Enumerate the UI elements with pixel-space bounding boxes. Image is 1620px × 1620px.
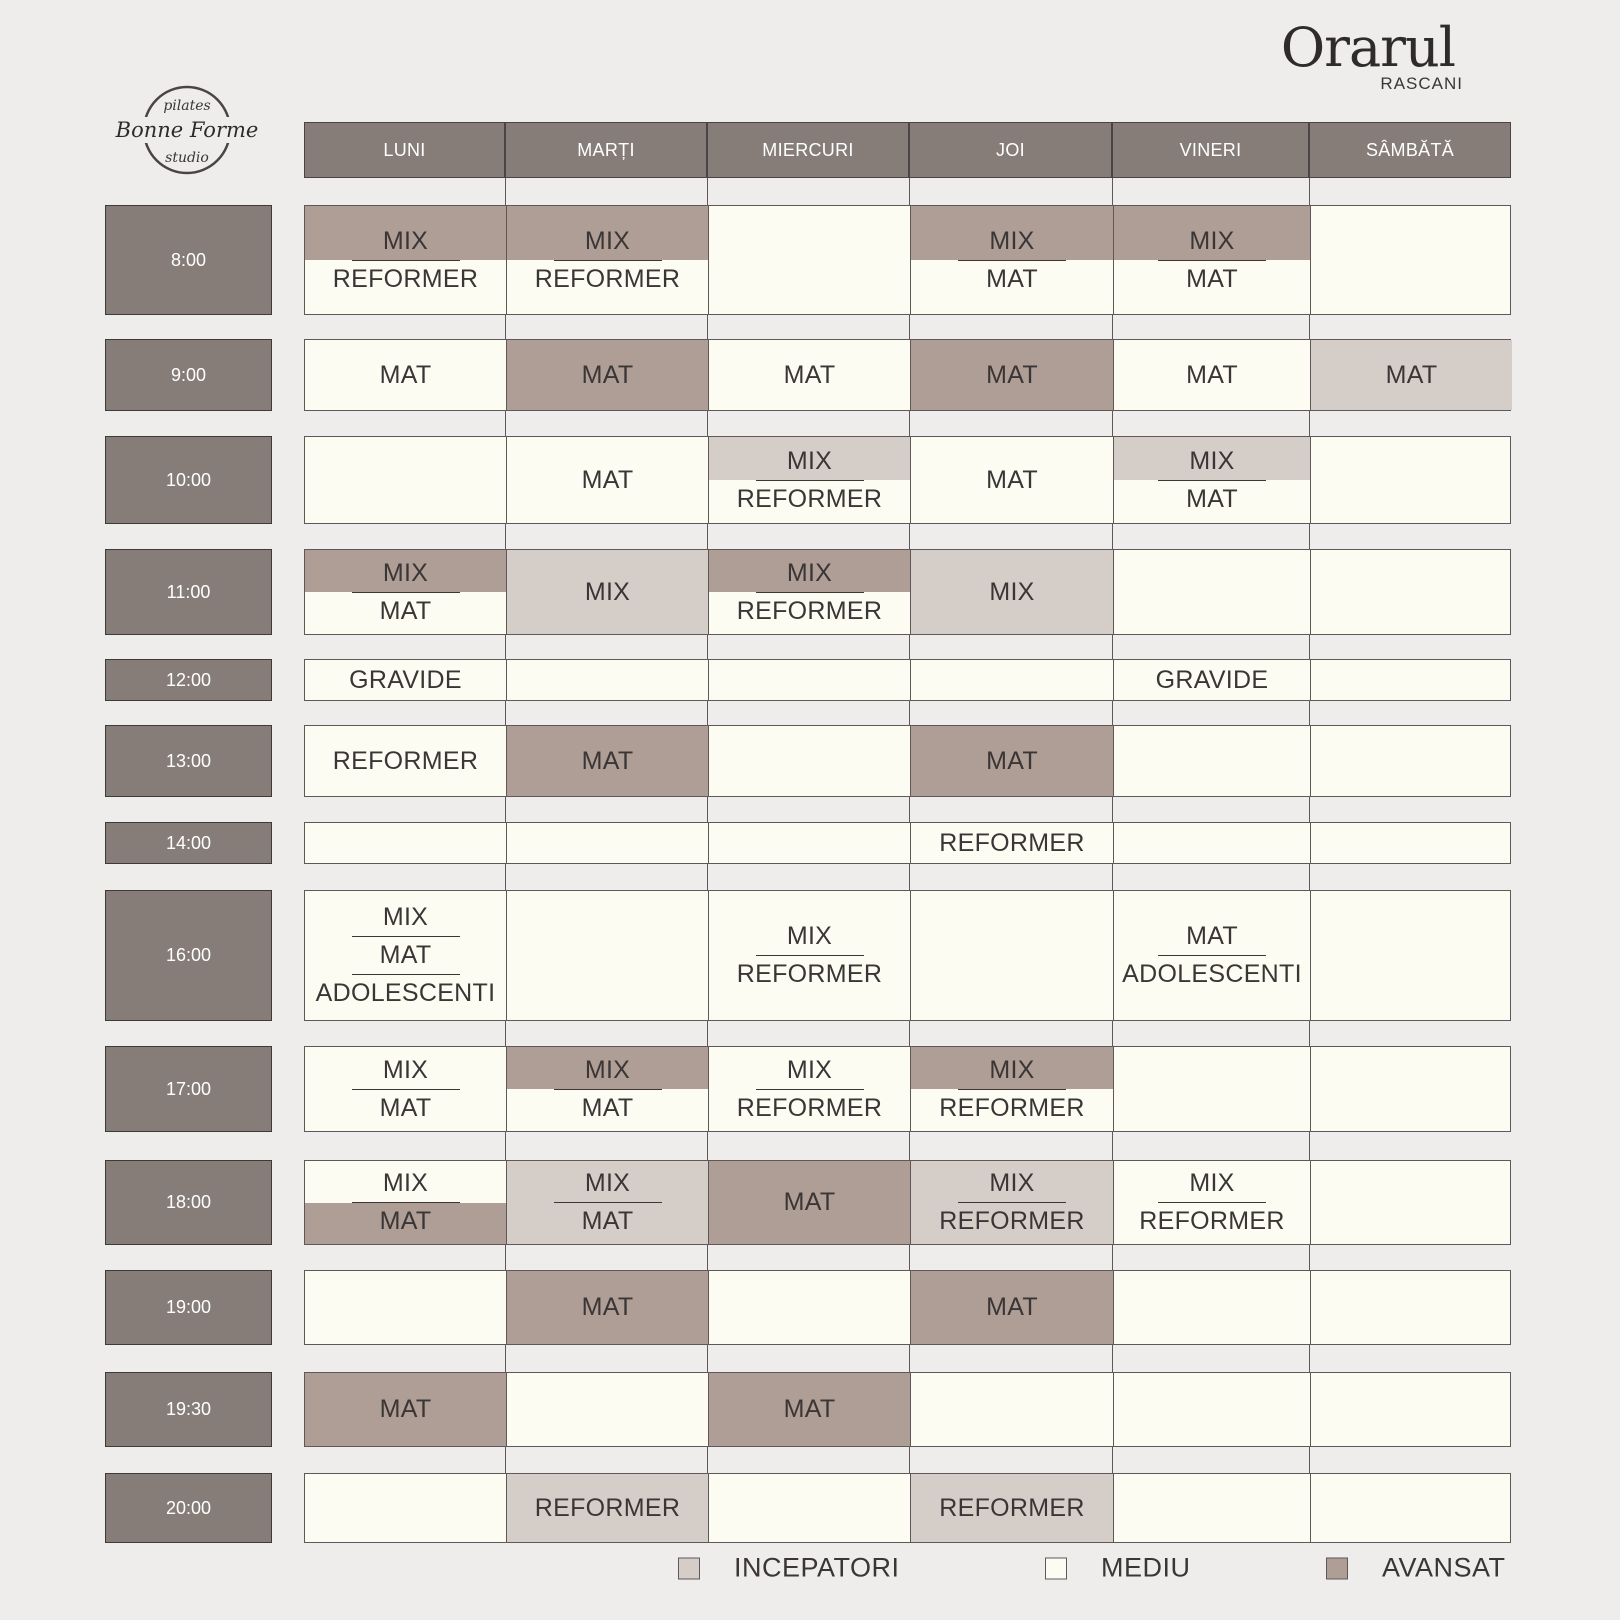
class-cell-luni[interactable]: [305, 340, 506, 410]
class-cell-miercuri[interactable]: [708, 340, 910, 410]
class-name: MIX: [584, 1169, 631, 1197]
class-name: MAT: [1186, 484, 1238, 513]
schedule-row: [304, 549, 1511, 635]
grid-connector-line: [909, 635, 910, 659]
class-labels: [911, 437, 1113, 523]
grid-connector-line: [707, 701, 708, 725]
grid-connector-line: [505, 1245, 506, 1270]
schedule-row: [304, 1046, 1511, 1132]
class-name: MAT: [379, 1395, 432, 1423]
class-labels: [507, 1161, 708, 1244]
class-cell-sâmbătă: [1310, 1373, 1512, 1446]
class-labels: [305, 550, 506, 634]
grid-connector-line: [1112, 315, 1113, 339]
class-name: MAT: [581, 1093, 634, 1122]
class-cell-marți[interactable]: [506, 206, 708, 314]
grid-connector-line: [505, 1132, 506, 1160]
class-name: MIX: [786, 558, 833, 587]
class-labels: [911, 726, 1113, 796]
class-cell-miercuri[interactable]: [708, 891, 910, 1020]
class-name: MAT: [986, 1293, 1038, 1321]
legend-item-inc: [678, 1553, 900, 1584]
grid-connector-line: [1112, 1245, 1113, 1270]
schedule-row: [304, 890, 1511, 1021]
class-cell-vineri[interactable]: [1113, 437, 1310, 523]
class-cell-sâmbătă: [1310, 1474, 1512, 1542]
class-labels: [1114, 891, 1310, 1020]
schedule-row: [304, 1270, 1511, 1345]
grid-connector-line: [1112, 701, 1113, 725]
class-name: MIX: [382, 558, 429, 587]
time-slot-label: 10:00: [105, 436, 272, 524]
grid-connector-line: [505, 1345, 506, 1372]
class-cell-joi[interactable]: [910, 206, 1113, 314]
time-slot-label: 16:00: [105, 890, 272, 1021]
class-cell-sâmbătă: [1310, 726, 1512, 796]
class-labels: [1114, 206, 1310, 314]
class-name: REFORMER: [939, 828, 1085, 857]
class-cell-luni: [305, 823, 506, 863]
time-slot-label: 14:00: [105, 822, 272, 864]
grid-connector-line: [707, 635, 708, 659]
class-name: MIX: [989, 1169, 1035, 1197]
class-name: MIX: [1189, 446, 1235, 475]
grid-connector-line: [707, 797, 708, 822]
class-cell-miercuri[interactable]: [708, 1047, 910, 1131]
class-cell-luni[interactable]: [305, 206, 506, 314]
class-labels: [911, 1161, 1113, 1244]
grid-connector-line: [505, 701, 506, 725]
grid-connector-line: [1112, 411, 1113, 436]
class-cell-miercuri[interactable]: [708, 437, 910, 523]
grid-connector-line: [909, 1245, 910, 1270]
class-name: GRAVIDE: [1155, 665, 1269, 694]
legend-item-med: [1045, 1553, 1191, 1584]
grid-connector-line: [1309, 864, 1310, 890]
class-cell-sâmbătă: [1310, 206, 1512, 314]
class-cell-vineri[interactable]: [1113, 340, 1310, 410]
class-name: GRAVIDE: [349, 665, 462, 694]
class-cell-vineri[interactable]: [1113, 206, 1310, 314]
class-cell-sâmbătă: [1310, 1161, 1512, 1244]
logo-main-text: Bonne Forme: [115, 118, 259, 142]
class-name: MAT: [783, 1395, 836, 1423]
class-cell-marți: [506, 823, 708, 863]
grid-connector-line: [505, 178, 506, 205]
class-labels: [911, 1047, 1113, 1131]
class-cell-miercuri[interactable]: [708, 550, 910, 634]
class-labels: [911, 1271, 1113, 1344]
class-labels: [709, 340, 910, 410]
class-labels: [305, 891, 506, 1020]
grid-connector-line: [505, 411, 506, 436]
class-name: MAT: [379, 596, 432, 625]
grid-connector-line: [909, 1345, 910, 1372]
class-name: MIX: [382, 1055, 429, 1084]
class-labels: [305, 1161, 506, 1244]
class-cell-marți[interactable]: [506, 1047, 708, 1131]
grid-connector-line: [909, 178, 910, 205]
class-name: REFORMER: [534, 264, 681, 293]
logo-bottom-text: studio: [165, 150, 209, 166]
class-cell-luni[interactable]: [305, 550, 506, 634]
time-slot-label: 18:00: [105, 1160, 272, 1245]
class-name: MAT: [379, 360, 432, 389]
class-labels: [507, 550, 708, 634]
class-labels: [507, 437, 708, 523]
class-cell-luni[interactable]: [305, 660, 506, 700]
class-labels: [911, 1474, 1113, 1542]
class-labels: [305, 1373, 506, 1446]
class-cell-luni: [305, 1271, 506, 1344]
class-cell-marți[interactable]: [506, 550, 708, 634]
class-cell-joi[interactable]: [910, 1474, 1113, 1542]
grid-connector-line: [1112, 864, 1113, 890]
class-cell-vineri[interactable]: [1113, 891, 1310, 1020]
grid-connector-line: [909, 1132, 910, 1160]
class-labels: [305, 206, 506, 314]
class-name: MAT: [1385, 360, 1438, 389]
class-labels: [1114, 660, 1310, 700]
grid-connector-line: [505, 635, 506, 659]
grid-connector-line: [1112, 1447, 1113, 1473]
class-labels: [305, 340, 506, 410]
grid-connector-line: [707, 178, 708, 205]
time-slot-label: 13:00: [105, 725, 272, 797]
class-cell-luni[interactable]: [305, 891, 506, 1020]
class-name: REFORMER: [332, 746, 479, 775]
grid-connector-line: [707, 524, 708, 549]
class-labels: [507, 1474, 708, 1542]
schedule-row: [304, 1473, 1511, 1543]
grid-connector-line: [909, 524, 910, 549]
day-header-5: VINERI: [1112, 122, 1309, 178]
class-name: REFORMER: [534, 1493, 681, 1522]
studio-logo: [103, 84, 273, 176]
class-labels: [305, 660, 506, 700]
class-labels: [709, 550, 910, 634]
class-labels: [305, 726, 506, 796]
class-name: MIX: [989, 226, 1035, 255]
class-labels: [1114, 437, 1310, 523]
class-labels: [1311, 340, 1512, 410]
class-cell-sâmbătă: [1310, 1271, 1512, 1344]
schedule-row: [304, 1160, 1511, 1245]
class-cell-marți[interactable]: [506, 340, 708, 410]
class-labels: [709, 1047, 910, 1131]
class-name: MIX: [584, 577, 631, 606]
class-cell-vineri: [1113, 1271, 1310, 1344]
class-name: MIX: [584, 1055, 631, 1084]
grid-connector-line: [505, 315, 506, 339]
grid-connector-line: [909, 797, 910, 822]
class-cell-sâmbătă: [1310, 550, 1512, 634]
class-cell-marți[interactable]: [506, 1474, 708, 1542]
class-cell-luni: [305, 437, 506, 523]
grid-connector-line: [707, 864, 708, 890]
class-cell-sâmbătă: [1310, 660, 1512, 700]
class-labels: [911, 823, 1113, 863]
grid-connector-line: [1309, 635, 1310, 659]
class-name: MIX: [382, 1169, 429, 1197]
grid-connector-line: [1309, 411, 1310, 436]
grid-connector-line: [1309, 1132, 1310, 1160]
class-cell-marți: [506, 891, 708, 1020]
class-cell-joi[interactable]: [910, 550, 1113, 634]
class-labels: [911, 550, 1113, 634]
class-name: MAT: [379, 1093, 432, 1122]
logo-top-text: pilates: [163, 98, 211, 114]
day-header-3: MIERCURI: [707, 122, 909, 178]
class-labels: [507, 206, 708, 314]
class-name: MAT: [1186, 922, 1238, 950]
grid-connector-line: [909, 1021, 910, 1046]
grid-connector-line: [1309, 1447, 1310, 1473]
grid-connector-line: [909, 411, 910, 436]
legend-label: MEDIU: [1101, 1552, 1191, 1583]
class-name: REFORMER: [736, 960, 883, 988]
schedule-row: [304, 205, 1511, 315]
class-cell-miercuri: [708, 1474, 910, 1542]
class-cell-luni[interactable]: [305, 726, 506, 796]
grid-connector-line: [1112, 1132, 1113, 1160]
time-slot-label: 12:00: [105, 659, 272, 701]
grid-connector-line: [1112, 524, 1113, 549]
grid-connector-line: [909, 701, 910, 725]
time-slot-label: 19:00: [105, 1270, 272, 1345]
class-name: MIX: [786, 446, 833, 475]
class-name: REFORMER: [939, 1207, 1085, 1235]
day-header-1: LUNI: [304, 122, 505, 178]
class-name: MIX: [786, 1055, 833, 1084]
class-cell-vineri: [1113, 550, 1310, 634]
class-name: MAT: [1186, 264, 1238, 293]
legend-swatch: [1045, 1557, 1067, 1579]
class-cell-joi[interactable]: [910, 437, 1113, 523]
grid-connector-line: [1309, 315, 1310, 339]
day-header-2: MARȚI: [505, 122, 707, 178]
class-name: MIX: [584, 226, 631, 255]
class-cell-vineri: [1113, 1474, 1310, 1542]
class-cell-miercuri: [708, 1271, 910, 1344]
legend-item-ava: [1326, 1553, 1506, 1584]
time-slot-label: 19:30: [105, 1372, 272, 1447]
class-cell-sâmbătă: [1310, 1047, 1512, 1131]
class-labels: [507, 726, 708, 796]
class-cell-marți[interactable]: [506, 726, 708, 796]
schedule-row: [304, 725, 1511, 797]
grid-connector-line: [707, 1021, 708, 1046]
class-name: MAT: [581, 360, 634, 389]
grid-connector-line: [707, 1132, 708, 1160]
grid-connector-line: [505, 1447, 506, 1473]
class-labels: [709, 1161, 910, 1244]
grid-connector-line: [505, 1021, 506, 1046]
grid-connector-line: [1309, 524, 1310, 549]
legend-label: AVANSAT: [1382, 1552, 1506, 1583]
class-labels: [1114, 340, 1310, 410]
grid-connector-line: [1309, 1245, 1310, 1270]
class-labels: [507, 1047, 708, 1131]
class-cell-marți[interactable]: [506, 1161, 708, 1244]
class-name: MAT: [379, 941, 432, 969]
class-cell-vineri: [1113, 823, 1310, 863]
schedule-row: [304, 436, 1511, 524]
grid-connector-line: [1112, 1345, 1113, 1372]
legend-swatch: [678, 1557, 700, 1579]
location-subtitle: RASCANI: [1380, 74, 1463, 93]
class-name: ADOLESCENTI: [1122, 960, 1302, 988]
class-name: MAT: [986, 360, 1038, 389]
class-cell-miercuri[interactable]: [708, 1373, 910, 1446]
class-cell-vineri: [1113, 1047, 1310, 1131]
grid-connector-line: [1309, 797, 1310, 822]
class-name: MAT: [986, 264, 1038, 293]
class-labels: [507, 1271, 708, 1344]
grid-connector-line: [1309, 701, 1310, 725]
class-cell-marți: [506, 660, 708, 700]
grid-connector-line: [909, 864, 910, 890]
grid-connector-line: [707, 411, 708, 436]
class-cell-vineri: [1113, 726, 1310, 796]
class-name: REFORMER: [1139, 1207, 1285, 1235]
class-cell-joi[interactable]: [910, 726, 1113, 796]
grid-connector-line: [1112, 797, 1113, 822]
schedule-row: [304, 822, 1511, 864]
class-name: MAT: [379, 1207, 432, 1235]
class-cell-joi[interactable]: [910, 823, 1113, 863]
grid-connector-line: [1309, 178, 1310, 205]
schedule-row: [304, 1372, 1511, 1447]
class-name: REFORMER: [332, 264, 479, 293]
class-name: MAT: [986, 746, 1038, 775]
time-slot-label: 17:00: [105, 1046, 272, 1132]
class-name: MAT: [581, 746, 634, 775]
class-name: ADOLESCENTI: [315, 979, 496, 1007]
class-cell-luni[interactable]: [305, 1047, 506, 1131]
class-name: MAT: [783, 360, 836, 389]
class-name: MIX: [989, 1055, 1035, 1084]
class-cell-miercuri: [708, 206, 910, 314]
class-cell-miercuri: [708, 726, 910, 796]
class-name: REFORMER: [939, 1493, 1085, 1522]
schedule-row: [304, 659, 1511, 701]
class-labels: [507, 340, 708, 410]
class-cell-joi[interactable]: [910, 1047, 1113, 1131]
grid-connector-line: [1309, 1345, 1310, 1372]
class-name: REFORMER: [736, 1093, 883, 1122]
class-name: MIX: [989, 577, 1035, 606]
class-cell-vineri[interactable]: [1113, 1161, 1310, 1244]
class-name: MAT: [986, 465, 1038, 494]
class-cell-sâmbătă: [1310, 891, 1512, 1020]
class-cell-luni: [305, 1474, 506, 1542]
class-cell-joi: [910, 891, 1113, 1020]
class-cell-joi: [910, 660, 1113, 700]
class-cell-marți[interactable]: [506, 437, 708, 523]
class-name: MIX: [786, 922, 833, 950]
class-name: MAT: [783, 1188, 836, 1216]
class-cell-miercuri[interactable]: [708, 1161, 910, 1244]
class-name: MIX: [1189, 226, 1235, 255]
grid-connector-line: [1112, 635, 1113, 659]
class-cell-sâmbătă: [1310, 437, 1512, 523]
schedule-row: [304, 339, 1511, 411]
class-name: MAT: [581, 1293, 634, 1321]
class-cell-sâmbătă[interactable]: [1310, 340, 1512, 410]
class-labels: [709, 437, 910, 523]
class-labels: [911, 206, 1113, 314]
class-name: MIX: [382, 226, 429, 255]
class-name: MAT: [581, 465, 634, 494]
class-labels: [911, 340, 1113, 410]
grid-connector-line: [909, 1447, 910, 1473]
grid-connector-line: [909, 315, 910, 339]
grid-connector-line: [505, 797, 506, 822]
time-slot-label: 11:00: [105, 549, 272, 635]
class-cell-luni[interactable]: [305, 1373, 506, 1446]
time-slot-label: 20:00: [105, 1473, 272, 1543]
class-cell-vineri: [1113, 1373, 1310, 1446]
legend-label: INCEPATORI: [734, 1552, 900, 1583]
class-labels: [709, 1373, 910, 1446]
grid-connector-line: [707, 1245, 708, 1270]
class-cell-luni[interactable]: [305, 1161, 506, 1244]
class-cell-vineri[interactable]: [1113, 660, 1310, 700]
day-header-6: SÂMBĂTĂ: [1309, 122, 1511, 178]
grid-connector-line: [1112, 178, 1113, 205]
day-header-4: JOI: [909, 122, 1112, 178]
grid-connector-line: [505, 524, 506, 549]
class-name: MIX: [382, 903, 429, 931]
class-labels: [1114, 1161, 1310, 1244]
class-cell-marți: [506, 1373, 708, 1446]
grid-connector-line: [505, 864, 506, 890]
time-slot-label: 8:00: [105, 205, 272, 315]
class-cell-miercuri: [708, 823, 910, 863]
class-name: REFORMER: [736, 484, 883, 513]
class-name: REFORMER: [939, 1093, 1085, 1122]
grid-connector-line: [707, 1345, 708, 1372]
class-cell-joi[interactable]: [910, 340, 1113, 410]
class-name: REFORMER: [736, 596, 883, 625]
class-name: MIX: [1189, 1169, 1235, 1197]
time-slot-label: 9:00: [105, 339, 272, 411]
grid-connector-line: [1309, 1021, 1310, 1046]
class-labels: [709, 891, 910, 1020]
grid-connector-line: [707, 1447, 708, 1473]
class-name: MAT: [1186, 360, 1238, 389]
class-name: MAT: [581, 1207, 634, 1235]
legend-swatch: [1326, 1557, 1348, 1579]
page-title: Orarul: [1280, 16, 1455, 79]
class-cell-sâmbătă: [1310, 823, 1512, 863]
class-cell-joi[interactable]: [910, 1271, 1113, 1344]
class-cell-miercuri: [708, 660, 910, 700]
class-cell-joi[interactable]: [910, 1161, 1113, 1244]
grid-connector-line: [707, 315, 708, 339]
class-cell-joi: [910, 1373, 1113, 1446]
grid-connector-line: [1112, 1021, 1113, 1046]
class-cell-marți[interactable]: [506, 1271, 708, 1344]
class-labels: [305, 1047, 506, 1131]
